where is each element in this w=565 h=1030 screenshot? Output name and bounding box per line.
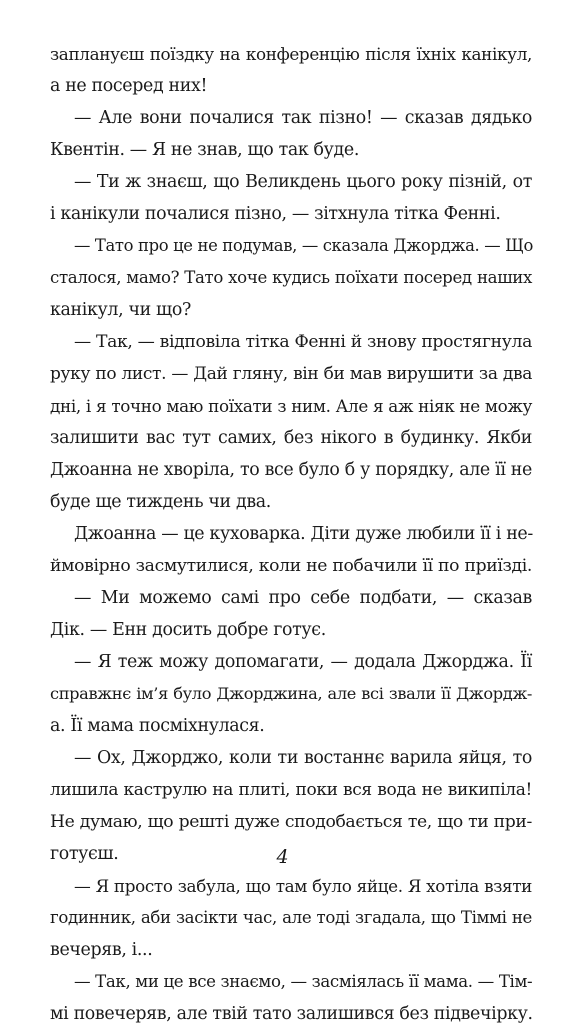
text-line: дні, і я точно маю поїхати з ним. Але я аж ніяк не можу <box>50 396 532 416</box>
text-line: і канікули почалися пізно, — зітхнула тітка Фенні. <box>50 204 501 224</box>
text-line: залишити вас тут самих, без нікого в будинку. Якби <box>50 428 532 448</box>
text-line: справжнє ім’я було Джорджина, але всі звали її Джордж- <box>50 684 532 703</box>
body-text <box>50 38 532 1030</box>
text-line: Джоанна — це куховарка. Діти дуже любили її і не- <box>74 524 533 544</box>
text-line: — Я просто забула, що там було яйце. Я хотіла взяти <box>74 876 532 896</box>
text-line: вечеряв, і... <box>50 940 153 960</box>
text-line: а не посеред них! <box>50 76 208 96</box>
text-line: лишила каструлю на плиті, поки вся вода не википіла! <box>50 780 532 800</box>
text-line: Квентін. — Я не знав, що так буде. <box>50 140 360 160</box>
page-number: 4 <box>276 846 289 868</box>
text-line: мі повечеряв, але твій тато залишився без підвечірку. <box>50 1004 533 1024</box>
text-line: — Ох, Джорджо, коли ти востаннє варила яйця, то <box>74 748 532 768</box>
text-line: а. Її мама посміхнулася. <box>50 716 265 736</box>
text-line: сталося, мамо? Тато хоче кудись поїхати посеред наших <box>50 268 532 287</box>
text-line: Дік. — Енн досить добре готує. <box>50 620 326 640</box>
text-line: — Так, — відповіла тітка Фенні й знову простягнула <box>74 332 532 352</box>
text-line: — Ми можемо самі про себе подбати, — сказав <box>74 588 532 608</box>
text-line: — Тато про це не подумав, — сказала Джорджа. — Що <box>74 236 533 255</box>
text-line: буде ще тиждень чи два. <box>50 492 271 512</box>
text-line: Не думаю, що решті дуже сподобається те, що ти при- <box>50 812 532 832</box>
text-line: руку по лист. — Дай гляну, він би мав вирушити за два <box>50 364 532 384</box>
text-line: годинник, аби засікти час, але тоді згадала, що Тіммі не <box>50 908 532 927</box>
text-line: канікул, чи що? <box>50 300 191 320</box>
text-line: — Я теж можу допомагати, — додала Джорджа. Її <box>74 652 532 672</box>
text-line: — Але вони почалися так пізно! — сказав дядько <box>74 108 532 128</box>
text-line: заплануєш поїздку на конференцію після їхніх канікул, <box>50 44 532 64</box>
text-line: готуєш. <box>50 844 119 864</box>
text-line: — Ти ж знаєш, що Великдень цього року пізній, от <box>74 172 532 192</box>
text-line: ймовірно засмутилися, коли не побачили її по приїзді. <box>50 556 532 576</box>
text-line: Джоанна не хворіла, то все було б у порядку, але її не <box>50 460 532 480</box>
text-line: — Так, ми це все знаємо, — засміялась її мама. — Тім- <box>74 972 533 991</box>
